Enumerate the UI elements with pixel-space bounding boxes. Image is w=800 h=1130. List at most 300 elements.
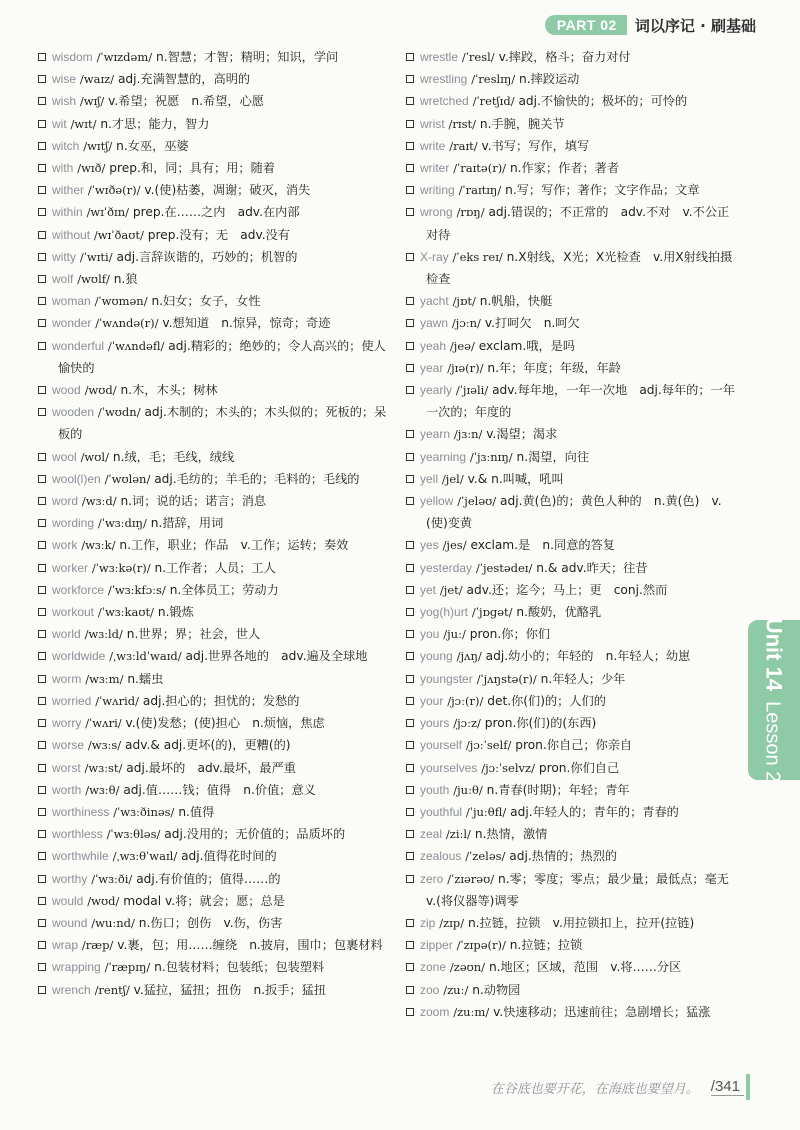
- vocab-entry: [38, 290, 390, 312]
- vocab-entry: [38, 868, 390, 890]
- entry-word: yours: [420, 716, 450, 731]
- entry-phonetic: /wʊl/: [80, 449, 109, 464]
- entry-checkbox[interactable]: [406, 808, 414, 816]
- entry-checkbox[interactable]: [406, 453, 414, 461]
- vocab-entry: [406, 46, 738, 68]
- entry-definition: prep.没有；无 adv.没有: [147, 227, 290, 242]
- entry-checkbox[interactable]: [38, 275, 46, 283]
- entry-phonetic: /wɪʃ/: [79, 94, 105, 109]
- entry-checkbox[interactable]: [406, 741, 414, 749]
- vocab-entry: [38, 934, 390, 956]
- vocab-entry: [38, 601, 390, 623]
- entry-definition: v.想知道 n.惊异，惊奇；奇迹: [162, 316, 331, 331]
- entry-word: wolf: [52, 272, 74, 287]
- entry-word: yacht: [420, 294, 449, 309]
- vocab-entry: [406, 668, 738, 690]
- entry-word: yourself: [420, 738, 463, 753]
- entry-word: yet: [420, 582, 437, 597]
- entry-phonetic: /juː/: [443, 627, 466, 642]
- entry-word: worthless: [52, 827, 103, 842]
- entry-definition: n.伤口；创伤 v.伤，伤害: [138, 915, 283, 930]
- right-column: [406, 46, 742, 1023]
- entry-word: wrist: [420, 116, 445, 131]
- entry-word: wither: [52, 183, 85, 198]
- header-title: 词以序记 · 刷基础: [634, 16, 756, 35]
- entry-checkbox[interactable]: [38, 53, 46, 61]
- entry-checkbox[interactable]: [38, 764, 46, 772]
- entry-phonetic: /jes/: [442, 538, 467, 553]
- vocab-entry: [38, 979, 390, 1001]
- entry-definition: v.裹，包；用……缠绕 n.披肩，围巾；包裹材料: [117, 938, 383, 953]
- vocab-entry: [406, 868, 742, 912]
- entry-checkbox[interactable]: [38, 652, 46, 660]
- entry-definition: adj.错误的；不正常的 adv.不对 v.不公正对待: [426, 205, 730, 242]
- entry-definition: pron.你；你们: [469, 627, 551, 642]
- entry-checkbox[interactable]: [38, 519, 46, 527]
- entry-definition: n.女巫，巫婆: [116, 138, 189, 153]
- entry-definition: adj.有价值的；值得……的: [136, 871, 281, 886]
- entry-checkbox[interactable]: [406, 719, 414, 727]
- entry-checkbox[interactable]: [406, 941, 414, 949]
- entry-phonetic: /ˌwɜːθˈwaɪl/: [112, 849, 178, 864]
- entry-phonetic: /jʌŋ/: [456, 649, 482, 664]
- entry-checkbox[interactable]: [406, 253, 414, 261]
- entry-phonetic: /juːθ/: [453, 782, 483, 797]
- entry-definition: v.(使)枯萎，凋谢；破灭，消失: [144, 183, 311, 198]
- entry-definition: n.词；说的话；诺言；消息: [120, 494, 267, 509]
- entry-checkbox[interactable]: [38, 475, 46, 483]
- vocab-entry: [38, 379, 390, 401]
- entry-word: wooden: [52, 405, 95, 420]
- entry-definition: n.世界；界；社会，世人: [126, 627, 261, 642]
- entry-phonetic: /ˈræpɪŋ/: [104, 960, 151, 975]
- entry-word: world: [52, 627, 81, 642]
- entry-definition: n.酸奶，优酪乳: [516, 605, 602, 620]
- entry-word: wound: [52, 915, 88, 930]
- entry-checkbox[interactable]: [38, 408, 46, 416]
- entry-checkbox[interactable]: [406, 1008, 414, 1016]
- entry-phonetic: /ˈwɜːðinəs/: [113, 804, 175, 819]
- entry-checkbox[interactable]: [38, 808, 46, 816]
- entry-word: yeah: [420, 338, 447, 353]
- entry-definition: pron.你们自己: [538, 760, 620, 775]
- vocab-entry: [38, 46, 390, 68]
- entry-word: zoo: [420, 982, 440, 997]
- entry-definition: v.希望；祝愿 n.希望，心愿: [108, 94, 264, 109]
- entry-phonetic: /jɔːˈself/: [465, 738, 512, 753]
- vocab-entry: [38, 801, 390, 823]
- entry-phonetic: /wuːnd/: [91, 915, 135, 930]
- entry-definition: adj.言辞诙谐的，巧妙的；机智的: [116, 249, 298, 264]
- vocab-entry: [38, 201, 390, 223]
- entry-phonetic: /rɪst/: [448, 116, 476, 131]
- entry-word: worker: [52, 560, 89, 575]
- entry-checkbox[interactable]: [406, 764, 414, 772]
- entry-word: wrapping: [52, 960, 101, 975]
- entry-phonetic: /zuːm/: [453, 1004, 490, 1019]
- entry-word: wit: [52, 116, 67, 131]
- entry-checkbox[interactable]: [406, 830, 414, 838]
- entry-checkbox[interactable]: [406, 608, 414, 616]
- vocab-entry: [406, 557, 738, 579]
- entry-word: wool(l)en: [52, 471, 101, 486]
- entry-checkbox[interactable]: [38, 719, 46, 727]
- vocab-entry: [406, 934, 738, 956]
- entry-phonetic: /ˈwʌrid/: [95, 693, 140, 708]
- entry-checkbox[interactable]: [38, 186, 46, 194]
- entry-checkbox[interactable]: [38, 697, 46, 705]
- entry-definition: v.打呵欠 n.呵欠: [484, 316, 580, 331]
- entry-phonetic: /ˈjeləʊ/: [457, 494, 497, 509]
- entry-checkbox[interactable]: [406, 786, 414, 794]
- unit-label: Unit 14: [762, 617, 787, 692]
- entry-phonetic: /ˈwʌri/: [85, 716, 122, 731]
- entry-word: worse: [52, 738, 85, 753]
- entry-checkbox[interactable]: [38, 986, 46, 994]
- entry-checkbox[interactable]: [38, 963, 46, 971]
- vocab-entry: [406, 779, 738, 801]
- entry-word: wish: [52, 94, 77, 109]
- entry-checkbox[interactable]: [406, 497, 414, 505]
- entry-definition: n.措辞，用词: [150, 516, 224, 531]
- entry-word: wrench: [52, 982, 91, 997]
- entry-phonetic: /ˈeks reɪ/: [452, 249, 503, 264]
- entry-checkbox[interactable]: [406, 319, 414, 327]
- vocab-entry: [406, 712, 738, 734]
- vocab-entry: [38, 157, 390, 179]
- entry-word: zip: [420, 915, 436, 930]
- entry-checkbox[interactable]: [38, 675, 46, 683]
- entry-phonetic: /ˈjɒgət/: [471, 605, 513, 620]
- vocab-entry: [38, 468, 390, 490]
- entry-definition: n.写；写作；著作；文字作品；文章: [505, 183, 700, 198]
- entry-checkbox[interactable]: [38, 231, 46, 239]
- entry-definition: adj.幼小的；年轻的 n.年轻人；幼崽: [485, 649, 691, 664]
- entry-word: wonderful: [52, 338, 105, 353]
- entry-checkbox[interactable]: [406, 386, 414, 394]
- entry-checkbox[interactable]: [406, 142, 414, 150]
- vocab-entry: [38, 246, 390, 268]
- entry-word: young: [420, 649, 453, 664]
- entry-checkbox[interactable]: [406, 697, 414, 705]
- entry-checkbox[interactable]: [38, 386, 46, 394]
- vocab-entry: [406, 246, 738, 290]
- entry-checkbox[interactable]: [406, 75, 414, 83]
- entry-phonetic: /ˈjʌŋstə(r)/: [476, 671, 537, 686]
- entry-checkbox[interactable]: [406, 297, 414, 305]
- entry-definition: n.绒，毛；毛线，绒线: [112, 449, 235, 464]
- entry-checkbox[interactable]: [406, 541, 414, 549]
- entry-definition: adj.值得花时间的: [181, 849, 277, 864]
- entry-definition: n.热情，激情: [474, 827, 548, 842]
- entry-checkbox[interactable]: [38, 897, 46, 905]
- entry-definition: n.拉链；拉锁: [509, 938, 583, 953]
- entry-phonetic: /jel/: [441, 471, 464, 486]
- entry-definition: n.智慧；才智；精明；知识，学问: [156, 50, 339, 64]
- entry-phonetic: /ˈjuːθfl/: [465, 804, 507, 819]
- entry-checkbox[interactable]: [406, 675, 414, 683]
- vocab-entry: [38, 534, 390, 556]
- entry-word: youth: [420, 782, 450, 797]
- entry-checkbox[interactable]: [406, 120, 414, 128]
- vocab-entry: [38, 490, 390, 512]
- entry-definition: adv.& adj.更坏(的)，更糟(的): [125, 738, 291, 753]
- vocab-entry: [406, 1001, 738, 1023]
- entry-word: zealous: [420, 849, 462, 864]
- entry-definition: adj.黄(色)的；黄色人种的 n.黄(色) v.(使)变黄: [426, 494, 722, 531]
- entry-checkbox[interactable]: [38, 164, 46, 172]
- entry-word: worthiness: [52, 804, 110, 819]
- entry-word: worry: [52, 716, 82, 731]
- entry-phonetic: /wɪˈðaʊt/: [93, 227, 144, 242]
- entry-checkbox[interactable]: [406, 630, 414, 638]
- entry-definition: n.摔跤运动: [519, 72, 580, 87]
- entry-phonetic: /wɜːm/: [85, 671, 124, 686]
- entry-checkbox[interactable]: [406, 342, 414, 350]
- entry-word: wording: [52, 516, 95, 531]
- entry-word: wrestle: [420, 50, 459, 64]
- entry-checkbox[interactable]: [406, 364, 414, 372]
- entry-definition: n.值得: [178, 804, 215, 819]
- vocab-entry: [406, 90, 738, 112]
- entry-definition: n.帆船，快艇: [479, 294, 553, 309]
- entry-checkbox[interactable]: [38, 253, 46, 261]
- entry-phonetic: /wɪtʃ/: [83, 138, 113, 153]
- entry-phonetic: /ˈwɜːkaʊt/: [97, 605, 154, 620]
- entry-definition: adj.值……钱；值得 n.价值；意义: [123, 782, 316, 797]
- entry-word: yearning: [420, 449, 467, 464]
- entry-checkbox[interactable]: [406, 875, 414, 883]
- entry-checkbox[interactable]: [38, 786, 46, 794]
- entry-checkbox[interactable]: [38, 630, 46, 638]
- entry-word: zero: [420, 871, 444, 886]
- vocab-entry: [38, 268, 390, 290]
- entry-definition: n.地区；区域，范围 v.将……分区: [488, 960, 682, 975]
- vocab-entry: [406, 757, 738, 779]
- entry-definition: n.妇女；女子，女性: [151, 294, 261, 309]
- vocab-entry: [38, 68, 390, 90]
- entry-phonetic: /jɪə(r)/: [447, 360, 484, 375]
- page-number-bar: [746, 1074, 750, 1100]
- entry-checkbox[interactable]: [38, 208, 46, 216]
- entry-phonetic: /wɪˈðɪn/: [86, 205, 130, 220]
- entry-word: work: [52, 538, 78, 553]
- entry-checkbox[interactable]: [406, 164, 414, 172]
- vocab-entry: [406, 979, 738, 1001]
- entry-definition: n.年轻人；少年: [540, 671, 626, 686]
- page-number: /341: [711, 1078, 744, 1096]
- entry-definition: v.(使)发愁；(使)担心 n.烦恼，焦虑: [125, 716, 325, 731]
- entry-word: with: [52, 161, 74, 176]
- vocab-entry: [406, 468, 738, 490]
- vocab-entry: [406, 623, 738, 645]
- vocab-entry: [406, 157, 738, 179]
- entry-phonetic: /ziːl/: [445, 827, 471, 842]
- entry-phonetic: /ˈwɪti/: [79, 249, 113, 264]
- entry-definition: n.动物园: [472, 982, 521, 997]
- entry-definition: adv.每年地，一年一次地 adj.每年的；一年一次的；年度的: [426, 383, 735, 420]
- entry-definition: n.& adv.昨天；往昔: [536, 560, 648, 575]
- entry-checkbox[interactable]: [38, 120, 46, 128]
- entry-checkbox[interactable]: [38, 142, 46, 150]
- vocab-entry: [38, 579, 390, 601]
- entry-checkbox[interactable]: [38, 453, 46, 461]
- entry-phonetic: /ˈjɪəli/: [455, 383, 489, 398]
- entry-definition: n.才思；能力，智力: [100, 116, 210, 131]
- entry-checkbox[interactable]: [38, 564, 46, 572]
- entry-phonetic: /ˈzɪərəʊ/: [447, 871, 495, 886]
- entry-definition: v.渴望；渴求: [486, 427, 558, 442]
- entry-word: yog(h)urt: [420, 605, 469, 620]
- entry-phonetic: /ˈzeləs/: [465, 849, 506, 864]
- vocab-entry: [38, 623, 390, 645]
- entry-phonetic: /ˈwʌndə(r)/: [95, 316, 159, 331]
- entry-phonetic: /ˈwɜːθləs/: [106, 827, 161, 842]
- entry-checkbox[interactable]: [406, 186, 414, 194]
- entry-checkbox[interactable]: [38, 541, 46, 549]
- entry-checkbox[interactable]: [406, 97, 414, 105]
- entry-phonetic: /jɒt/: [452, 294, 476, 309]
- entry-definition: adv.还；迄今；马上；更 conj.然而: [466, 582, 668, 597]
- vocab-entry: [406, 335, 738, 357]
- entry-word: wrestling: [420, 72, 468, 87]
- entry-definition: n.零；零度；零点；最少量；最低点；毫无 v.(将仪器等)调零: [426, 871, 742, 908]
- entry-definition: adj.最坏的 adv.最坏，最严重: [126, 760, 296, 775]
- entry-checkbox[interactable]: [38, 97, 46, 105]
- vocab-entry: [406, 690, 738, 712]
- entry-definition: n.工作，职业；作品 v.工作；运转；奏效: [119, 538, 349, 553]
- entry-checkbox[interactable]: [38, 852, 46, 860]
- entry-checkbox[interactable]: [38, 497, 46, 505]
- entry-checkbox[interactable]: [406, 53, 414, 61]
- entry-phonetic: /jɜːn/: [453, 427, 483, 442]
- entry-phonetic: /wʊd/: [84, 383, 117, 398]
- entry-word: wise: [52, 72, 77, 87]
- entry-checkbox[interactable]: [38, 319, 46, 327]
- entry-phonetic: /jɔːn/: [451, 316, 481, 331]
- entry-phonetic: /jɔːz/: [453, 716, 481, 731]
- vocab-entry: [406, 179, 738, 201]
- entry-phonetic: /wʊd/: [87, 893, 120, 908]
- entry-checkbox[interactable]: [38, 919, 46, 927]
- entry-phonetic: /wɜːθ/: [85, 782, 120, 797]
- entry-checkbox[interactable]: [38, 941, 46, 949]
- vocab-entry: [406, 845, 738, 867]
- entry-word: zipper: [420, 938, 453, 953]
- entry-checkbox[interactable]: [406, 475, 414, 483]
- entry-definition: v.摔跤，格斗；奋力对付: [498, 50, 631, 64]
- entry-checkbox[interactable]: [406, 852, 414, 860]
- page-header: [545, 14, 756, 36]
- entry-phonetic: /jet/: [439, 582, 463, 597]
- entry-checkbox[interactable]: [406, 919, 414, 927]
- entry-word: writer: [420, 161, 450, 176]
- page-number-value: 341: [714, 1078, 740, 1095]
- entry-checkbox[interactable]: [38, 830, 46, 838]
- entry-checkbox[interactable]: [38, 586, 46, 594]
- entry-definition: n.工作者；人员；工人: [154, 560, 276, 575]
- entry-word: wisdom: [52, 50, 93, 64]
- entry-definition: adj.精彩的；绝妙的；令人高兴的；使人愉快的: [58, 338, 386, 375]
- entry-word: yawn: [420, 316, 449, 331]
- entry-phonetic: /jɔːˈselvz/: [481, 760, 535, 775]
- entry-phonetic: /wɜːst/: [84, 760, 123, 775]
- entry-phonetic: /ˈwɜːkə(r)/: [91, 560, 151, 575]
- vocab-entry: [406, 290, 738, 312]
- entry-checkbox[interactable]: [406, 652, 414, 660]
- entry-word: workout: [52, 605, 95, 620]
- entry-word: worthy: [52, 871, 88, 886]
- vocab-entry: [38, 779, 390, 801]
- vocab-entry: [38, 890, 390, 912]
- entry-word: witty: [52, 249, 76, 264]
- entry-phonetic: /waɪz/: [79, 72, 115, 87]
- entry-definition: n.全体员工；劳动力: [169, 582, 279, 597]
- entry-checkbox[interactable]: [38, 297, 46, 305]
- entry-definition: v.快速移动；迅速前往；急剧增长；猛涨: [493, 1004, 711, 1019]
- entry-definition: prep.和，同；具有；用；随着: [109, 161, 275, 176]
- entry-definition: n.X射线，X光；X光检查 v.用X射线拍摄检查: [426, 249, 733, 287]
- entry-checkbox[interactable]: [406, 208, 414, 216]
- vocab-entry: [406, 357, 738, 379]
- entry-checkbox[interactable]: [406, 986, 414, 994]
- entry-checkbox[interactable]: [38, 741, 46, 749]
- entry-word: worm: [52, 671, 82, 686]
- entry-checkbox[interactable]: [406, 430, 414, 438]
- entry-phonetic: /ˈzɪpə(r)/: [456, 938, 506, 953]
- part-badge: PART 02: [545, 15, 627, 35]
- entry-phonetic: /ˈwɪzdəm/: [96, 50, 153, 64]
- entry-checkbox[interactable]: [38, 608, 46, 616]
- entry-definition: v.& n.叫喊，吼叫: [467, 471, 564, 486]
- entry-checkbox[interactable]: [38, 75, 46, 83]
- entry-word: worst: [52, 760, 81, 775]
- entry-definition: n.渴望，向往: [516, 449, 590, 464]
- entry-phonetic: /ˈwʊmən/: [94, 294, 148, 309]
- entry-word: witch: [52, 138, 80, 153]
- entry-phonetic: /zuː/: [443, 982, 469, 997]
- vocab-entry: [406, 201, 738, 245]
- entry-definition: adj.没用的；无价值的；品质坏的: [164, 827, 346, 842]
- entry-definition: det.你(们)的；人们的: [487, 693, 606, 708]
- entry-checkbox[interactable]: [406, 564, 414, 572]
- vocab-entry: [406, 956, 738, 978]
- vocab-entry: [406, 801, 738, 823]
- entry-checkbox[interactable]: [38, 875, 46, 883]
- entry-word: yearn: [420, 427, 451, 442]
- vocab-entry: [38, 690, 390, 712]
- vocab-entry: [38, 912, 390, 934]
- entry-checkbox[interactable]: [406, 963, 414, 971]
- vocab-entry: [38, 446, 390, 468]
- vocab-entry: [406, 423, 738, 445]
- page-footer: [491, 1074, 750, 1100]
- entry-word: yes: [420, 538, 439, 553]
- vocab-entry: [38, 956, 390, 978]
- vocab-entry: [38, 90, 390, 112]
- entry-checkbox[interactable]: [406, 586, 414, 594]
- entry-checkbox[interactable]: [38, 342, 46, 350]
- entry-phonetic: /ræp/: [81, 938, 114, 953]
- entry-word: wood: [52, 383, 81, 398]
- entry-phonetic: /ˈraɪtə(r)/: [453, 161, 507, 176]
- vocab-entry: [38, 401, 390, 445]
- entry-definition: adj.充满智慧的，高明的: [117, 72, 251, 87]
- entry-definition: prep.在……之内 adv.在内部: [132, 205, 300, 220]
- entry-word: word: [52, 494, 79, 509]
- vocab-entry: [38, 224, 390, 246]
- unit-side-label: [761, 618, 787, 783]
